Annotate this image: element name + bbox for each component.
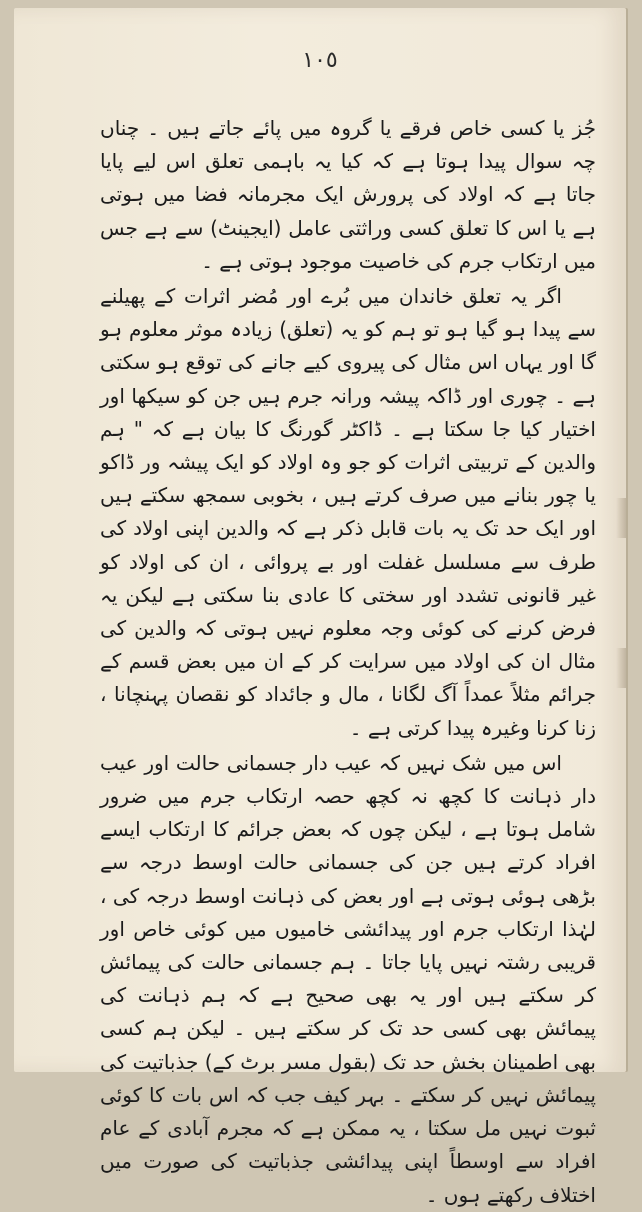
page-edge-fold (616, 648, 626, 688)
page-number: ١٠٥ (302, 48, 338, 73)
book-page (14, 8, 626, 1207)
paragraph-1: جُز یا کسی خاص فرقے یا گروہ میں پائے جاتے ہیں ۔ چناں چہ سوال پیدا ہوتا ہے کہ کیا یہ باہمی تعلق اس لیے پایا جاتا ہے کہ اولاد کی پرورش ایک مجرمانہ فضا میں ہوتی ہے یا اس کا تعلق کسی وراثتی عامل (ایجینٹ) سے ہے جس میں ارتکاب جرم کی خاصیت موجود ہوتی ہے ۔ (100, 116, 596, 273)
page-body-text (100, 112, 596, 1212)
page-edge-fold (616, 498, 626, 538)
paragraph-3: اس میں شک نہیں کہ عیب دار جسمانی حالت اور عیب دار ذہانت کا کچھ نہ کچھ حصہ ارتکاب جرم میں ضرور شامل ہوتا ہے ، لیکن چوں کہ بعض جرائم کا ارتکاب ایسے افراد کرتے ہیں جن کی جسمانی حالت اوسط درجہ سے بڑھی ہوئی ہوتی ہے اور بعض کی ذہانت اوسط درجہ کی ، لہٰذا ارتکاب جرم اور پیدائشی خامیوں میں کوئی خاص اور قریبی رشتہ نہیں پایا جاتا ۔ ہم جسمانی حالت کی پیمائش کر سکتے ہیں اور یہ بھی صحیح ہے کہ ہم ذہانت کی پیمائش بھی کسی حد تک کر سکتے ہیں ۔ لیکن ہم کسی بھی اطمینان بخش حد تک (بقول مسر برٹ کے) جذباتیت کی پیمائش نہیں کر سکتے ۔ بہر کیف جب کہ اس بات کا کوئی ثبوت نہیں مل سکتا ، یہ ممکن ہے کہ مجرم آبادی کے عام افراد سے اوسطاً اپنی پیدائشی جذباتیت کی صورت میں اختلاف رکھتے ہوں ۔ (100, 750, 596, 1207)
paragraph-2: اگر یہ تعلق خاندان میں بُرے اور مُضر اثرات کے پھیلنے سے پیدا ہو گیا ہو تو ہم کو یہ (تعلق) زیادہ موثر معلوم ہو گا اور یہاں اس مثال کی پیروی کیے جانے کی توقع ہو سکتی ہے ۔ چوری اور ڈاکہ پیشہ ورانہ جرم ہیں جن کو سیکھا اور اختیار کیا جا سکتا ہے ۔ ڈاکٹر گورنگ کا بیان ہے کہ " ہم والدین کے تربیتی اثرات کو جو وہ اولاد کو ایک پیشہ ور ڈاکو یا چور بنانے میں صرف کرتے ہیں ، بخوبی سمجھ سکتے ہیں اور ایک حد تک یہ بات قابل ذکر ہے کہ والدین اپنی اولاد کی طرف سے مسلسل غفلت اور بے پروائی ، ان کی اولاد کو غیر قانونی تشدد اور سختی کا عادی بنا سکتی ہے لیکن یہ فرض کرنے کی کوئی وجہ معلوم نہیں ہوتی کہ والدین کی مثال ان کی اولاد میں سرایت کر کے ان میں بعض قسم کے جرائم مثلاً عمداً آگ لگانا ، مال و جائداد کو نقصان پہنچانا ، زنا کرنا وغیرہ پیدا کرتی ہے ۔ (100, 284, 596, 740)
